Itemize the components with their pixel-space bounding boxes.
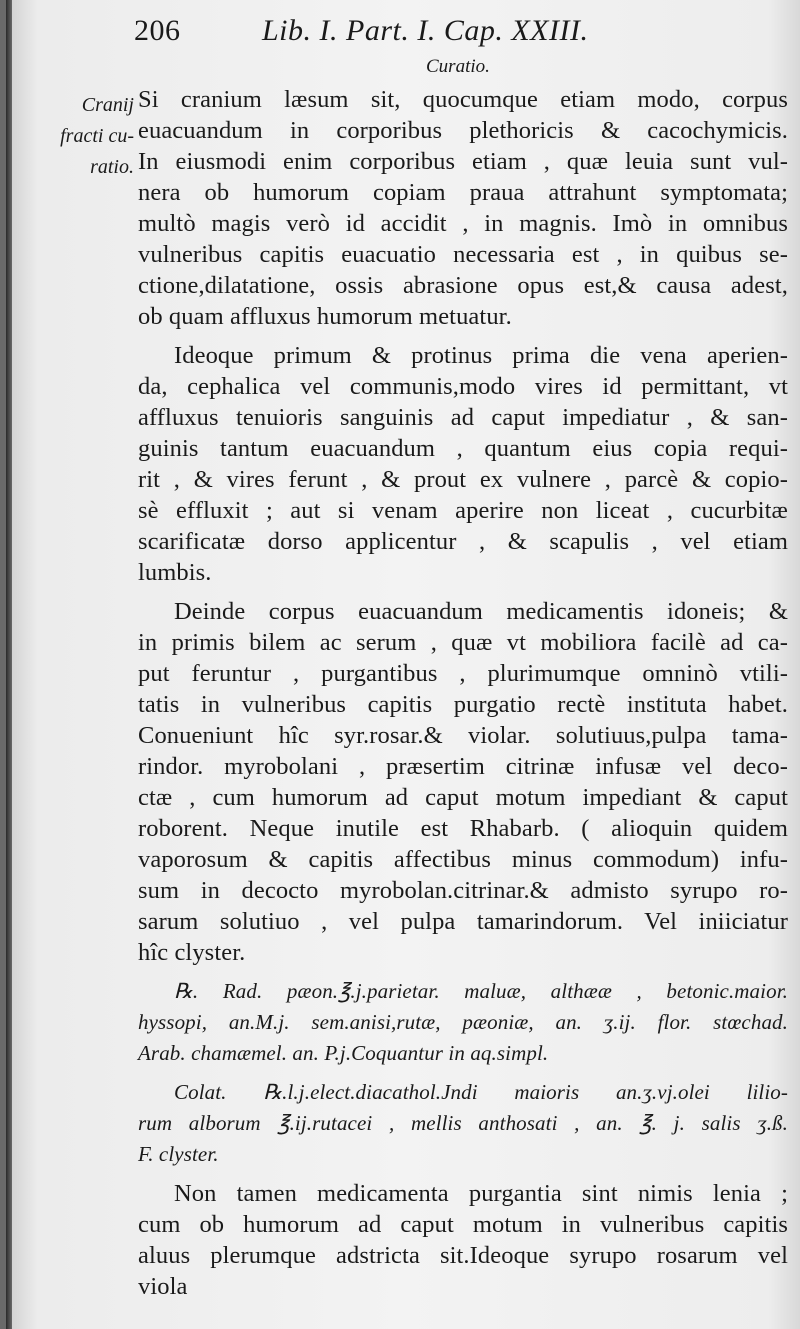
text-line: rit , & vires ferunt , & prout ex vulnere , parcè & copio- <box>138 466 788 493</box>
running-title: Lib. I. Part. I. Cap. XXIII. <box>262 14 589 47</box>
prescription-line: Colat. ℞.l.j.elect.diacathol.Jndi maioris an.ʒ.vj.olei lilio- <box>174 1080 788 1104</box>
text-line: aluus plerumque adstricta sit.Ideoque syrupo rosarum vel <box>138 1242 788 1269</box>
paragraph-gap <box>138 968 788 976</box>
page-edge-shadow <box>6 0 12 1329</box>
page-header <box>134 14 694 54</box>
page-number: 206 <box>134 14 181 47</box>
prescription-line: F. clyster. <box>138 1142 219 1166</box>
text-line: guinis tantum euacuandum , quantum eius copia requi- <box>138 435 788 462</box>
prescription-line: hyssopi, an.M.j. sem.anisi,rutæ, pæoniæ, an. ʒ.ij. flor. stœchad. <box>138 1010 788 1034</box>
text-line: nera ob humorum copiam praua attrahunt symptomata; <box>138 179 788 206</box>
text-line: ctæ , cum humorum ad caput motum impediant & caput <box>138 784 788 811</box>
text-line: sum in decocto myrobolan.citrinar.& admisto syrupo ro- <box>138 877 788 904</box>
text-line: In eiusmodi enim corporibus etiam , quæ leuia sunt vul- <box>138 148 788 175</box>
margin-note-line: fracti cu- <box>60 125 134 147</box>
text-line: Ideoque primum & protinus prima die vena aperien- <box>174 342 788 369</box>
body-text <box>138 84 788 1302</box>
paragraph-gap <box>138 588 788 596</box>
text-line: sarum solutiuo , vel pulpa tamarindorum. Vel iniiciatur <box>138 908 788 935</box>
text-line: vulneribus capitis euacuatio necessaria est , in quibus se- <box>138 241 788 268</box>
text-line: viola <box>138 1273 188 1300</box>
paragraph-gap <box>138 1170 788 1178</box>
text-line: ob quam affluxus humorum metuatur. <box>138 303 512 330</box>
text-line: Deinde corpus euacuandum medicamentis idoneis; & <box>174 598 788 625</box>
prescription-line: ℞. Rad. pæon.℥.j.parietar. maluæ, althææ , betonic.maior. <box>174 979 788 1003</box>
text-line: sè effluxit ; aut si venam aperire non liceat , cucurbitæ <box>138 497 788 524</box>
margin-note-line: Cranij <box>81 94 134 116</box>
text-line: da, cephalica vel communis,modo vires id permittant, vt <box>138 373 788 400</box>
text-line: vaporosum & capitis affectibus minus commodum) infu- <box>138 846 788 873</box>
text-line: euacuandum in corporibus plethoricis & cacochymicis. <box>138 117 788 144</box>
text-line: affluxus tenuioris sanguinis ad caput impediatur , & san- <box>138 404 788 431</box>
paragraph-gap <box>138 1069 788 1077</box>
text-line: roborent. Neque inutile est Rhabarb. ( alioquin quidem <box>138 815 788 842</box>
text-line: put feruntur , purgantibus , plurimumque omninò vtili- <box>138 660 788 687</box>
text-line: tatis in vulneribus capitis purgatio rectè instituta habet. <box>138 691 788 718</box>
text-line: rindor. myrobolani , præsertim citrinæ infusæ vel deco- <box>138 753 788 780</box>
section-subtitle: Curatio. <box>426 56 490 77</box>
book-page <box>6 0 800 1329</box>
text-line: ctione,dilatatione, ossis abrasione opus est,& causa adest, <box>138 272 788 299</box>
text-line: in primis bilem ac serum , quæ vt mobiliora facilè ad ca- <box>138 629 788 656</box>
prescription-line: Arab. chamæmel. an. P.j.Coquantur in aq.simpl. <box>138 1041 549 1065</box>
prescription-line: rum alborum ℥.ij.rutacei , mellis anthosati , an. ℥. j. salis ʒ.ß. <box>138 1111 788 1135</box>
margin-note-line: ratio. <box>90 156 134 178</box>
text-line: multò magis verò id accidit , in magnis. Imò in omnibus <box>138 210 788 237</box>
text-line: hîc clyster. <box>138 939 246 966</box>
text-line: Conueniunt hîc syr.rosar.& violar. solutiuus,pulpa tama- <box>138 722 788 749</box>
text-line: Non tamen medicamenta purgantia sint nimis lenia ; <box>174 1180 788 1207</box>
text-line: scarificatæ dorso applicentur , & scapulis , vel etiam <box>138 528 788 555</box>
text-line: Si cranium læsum sit, quocumque etiam modo, corpus <box>138 86 788 113</box>
paragraph-gap <box>138 332 788 340</box>
text-line: cum ob humorum ad caput motum in vulneribus capitis <box>138 1211 788 1238</box>
text-line: lumbis. <box>138 559 212 586</box>
margin-note <box>22 90 134 183</box>
